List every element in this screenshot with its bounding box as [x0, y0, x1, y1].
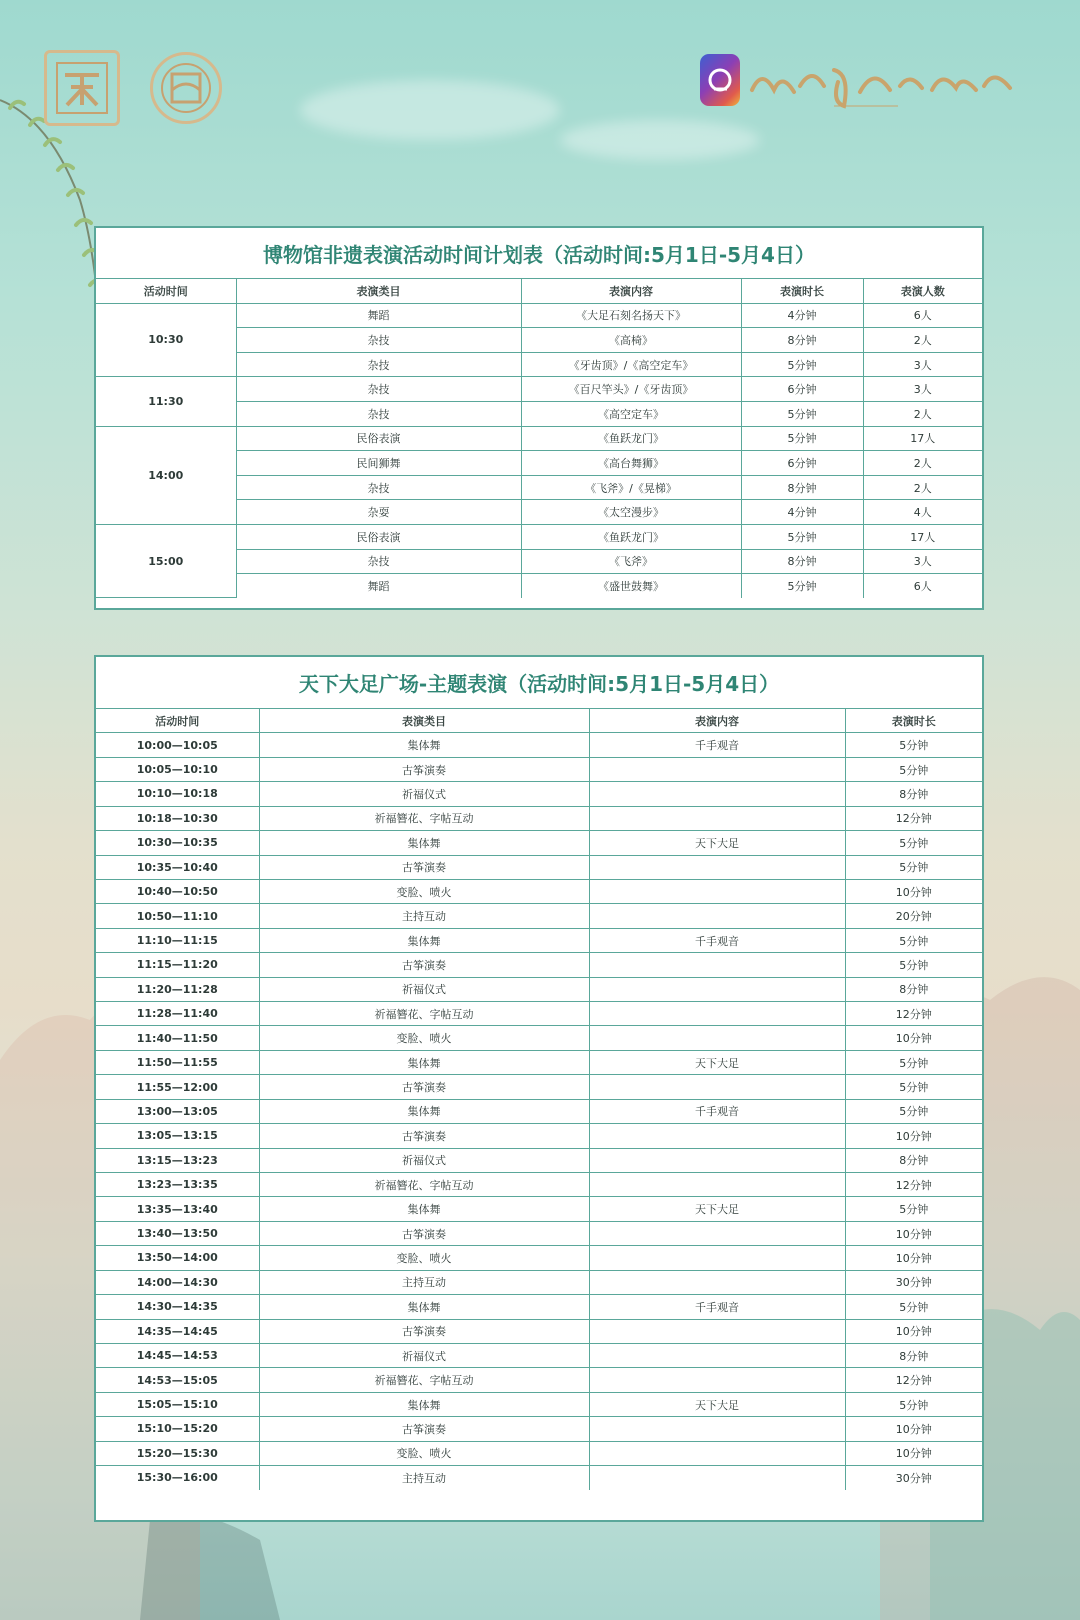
table-row — [96, 1026, 982, 1050]
table-row — [96, 377, 982, 402]
content-cell: 《高台舞狮》 — [521, 451, 741, 476]
category-cell: 集体舞 — [259, 1099, 589, 1123]
content-cell — [589, 1270, 845, 1294]
time-slot-cell: 13:50—14:00 — [96, 1246, 259, 1270]
duration-cell: 8分钟 — [845, 1148, 982, 1172]
content-cell — [589, 1002, 845, 1026]
table-row — [96, 426, 982, 451]
table-row — [96, 831, 982, 855]
table-row — [96, 524, 982, 549]
category-cell: 舞蹈 — [236, 574, 521, 598]
duration-cell: 10分钟 — [845, 1246, 982, 1270]
duration-cell: 5分钟 — [845, 953, 982, 977]
table-row — [96, 1441, 982, 1465]
category-cell: 祈福仪式 — [259, 782, 589, 806]
table-row — [96, 1392, 982, 1416]
table-row — [96, 303, 982, 328]
column-header: 活动时间 — [96, 279, 236, 303]
time-slot-cell: 11:20—11:28 — [96, 977, 259, 1001]
content-cell — [589, 1417, 845, 1441]
table-row — [96, 1466, 982, 1490]
category-cell: 祈福簪花、字帖互动 — [259, 1173, 589, 1197]
duration-cell: 5分钟 — [845, 1050, 982, 1074]
duration-cell: 30分钟 — [845, 1270, 982, 1294]
category-cell: 杂技 — [236, 475, 521, 500]
duration-cell: 10分钟 — [845, 1221, 982, 1245]
category-cell: 变脸、喷火 — [259, 1441, 589, 1465]
duration-cell: 5分钟 — [845, 1099, 982, 1123]
table-row — [96, 1148, 982, 1172]
dazu-seal-logo — [44, 50, 120, 126]
category-cell: 祈福仪式 — [259, 1148, 589, 1172]
time-slot-cell: 10:00—10:05 — [96, 733, 259, 757]
category-cell: 变脸、喷火 — [259, 879, 589, 903]
performers-cell: 3人 — [863, 549, 982, 574]
category-cell: 集体舞 — [259, 1050, 589, 1074]
duration-cell: 10分钟 — [845, 1441, 982, 1465]
performers-cell: 6人 — [863, 574, 982, 598]
museum-schedule-table — [96, 279, 982, 598]
duration-cell: 5分钟 — [845, 831, 982, 855]
content-cell — [589, 1173, 845, 1197]
content-cell — [589, 1124, 845, 1148]
content-cell: 《百尺竿头》/《牙齿顶》 — [521, 377, 741, 402]
content-cell — [589, 1075, 845, 1099]
duration-cell: 12分钟 — [845, 1002, 982, 1026]
content-cell: 《太空漫步》 — [521, 500, 741, 525]
performers-cell: 2人 — [863, 328, 982, 353]
table-row — [96, 879, 982, 903]
duration-cell: 8分钟 — [845, 1343, 982, 1367]
table-row — [96, 904, 982, 928]
category-cell: 集体舞 — [259, 831, 589, 855]
duration-cell: 5分钟 — [845, 757, 982, 781]
museum-schedule-title: 博物馆非遗表演活动时间计划表（活动时间:5月1日-5月4日） — [96, 228, 982, 279]
duration-cell: 4分钟 — [741, 500, 863, 525]
category-cell: 祈福簪花、字帖互动 — [259, 1002, 589, 1026]
time-slot-cell: 15:10—15:20 — [96, 1417, 259, 1441]
table-row — [96, 855, 982, 879]
table-row — [96, 1050, 982, 1074]
category-cell: 主持互动 — [259, 904, 589, 928]
content-cell — [589, 953, 845, 977]
content-cell — [589, 1343, 845, 1367]
museum-schedule-card — [94, 226, 984, 610]
plaza-schedule-table — [96, 709, 982, 1490]
duration-cell: 8分钟 — [741, 475, 863, 500]
category-cell: 杂技 — [236, 328, 521, 353]
time-slot-cell: 11:28—11:40 — [96, 1002, 259, 1026]
category-cell: 祈福簪花、字帖互动 — [259, 806, 589, 830]
performers-cell: 6人 — [863, 303, 982, 328]
content-cell — [589, 904, 845, 928]
header — [0, 0, 1080, 200]
content-cell: 天下大足 — [589, 831, 845, 855]
performers-cell: 17人 — [863, 426, 982, 451]
duration-cell: 5分钟 — [845, 855, 982, 879]
content-cell: 《高椅》 — [521, 328, 741, 353]
table-row — [96, 1197, 982, 1221]
column-header: 表演时长 — [845, 709, 982, 733]
table-row — [96, 757, 982, 781]
category-cell: 古筝演奏 — [259, 757, 589, 781]
duration-cell: 5分钟 — [845, 1197, 982, 1221]
column-header: 表演类目 — [236, 279, 521, 303]
table-row — [96, 977, 982, 1001]
duration-cell: 5分钟 — [741, 401, 863, 426]
duration-cell: 5分钟 — [845, 1295, 982, 1319]
content-cell: 天下大足 — [589, 1197, 845, 1221]
category-cell: 集体舞 — [259, 733, 589, 757]
time-slot-cell: 10:18—10:30 — [96, 806, 259, 830]
content-cell: 天下大足 — [589, 1392, 845, 1416]
world-heritage-logo — [150, 52, 222, 124]
category-cell: 杂技 — [236, 377, 521, 402]
time-slot-cell: 14:30—14:35 — [96, 1295, 259, 1319]
table-row — [96, 1368, 982, 1392]
duration-cell: 10分钟 — [845, 1417, 982, 1441]
table-row — [96, 1099, 982, 1123]
table-row — [96, 928, 982, 952]
category-cell: 古筝演奏 — [259, 855, 589, 879]
duration-cell: 4分钟 — [741, 303, 863, 328]
duration-cell: 12分钟 — [845, 1173, 982, 1197]
content-cell: 天下大足 — [589, 1050, 845, 1074]
table-row — [96, 1075, 982, 1099]
time-slot-cell: 13:05—13:15 — [96, 1124, 259, 1148]
duration-cell: 5分钟 — [741, 426, 863, 451]
time-slot-cell: 11:40—11:50 — [96, 1026, 259, 1050]
category-cell: 舞蹈 — [236, 303, 521, 328]
duration-cell: 12分钟 — [845, 806, 982, 830]
performers-cell: 3人 — [863, 352, 982, 377]
content-cell — [589, 1319, 845, 1343]
category-cell: 古筝演奏 — [259, 1319, 589, 1343]
content-cell: 《飞斧》/《晃梯》 — [521, 475, 741, 500]
brand-app-icon — [700, 54, 740, 106]
time-slot-cell: 11:30 — [96, 377, 236, 426]
performers-cell: 2人 — [863, 451, 982, 476]
time-slot-cell: 11:50—11:55 — [96, 1050, 259, 1074]
category-cell: 主持互动 — [259, 1466, 589, 1490]
time-slot-cell: 10:50—11:10 — [96, 904, 259, 928]
category-cell: 杂技 — [236, 401, 521, 426]
column-header: 表演内容 — [589, 709, 845, 733]
category-cell: 古筝演奏 — [259, 1075, 589, 1099]
time-slot-cell: 14:00 — [96, 426, 236, 524]
table-row — [96, 1173, 982, 1197]
table-row — [96, 1319, 982, 1343]
performers-cell: 4人 — [863, 500, 982, 525]
table-row — [96, 806, 982, 830]
duration-cell: 6分钟 — [741, 451, 863, 476]
content-cell: 《盛世鼓舞》 — [521, 574, 741, 598]
duration-cell: 5分钟 — [845, 928, 982, 952]
content-cell: 《鱼跃龙门》 — [521, 426, 741, 451]
category-cell: 古筝演奏 — [259, 1221, 589, 1245]
plaza-schedule-card — [94, 655, 984, 1522]
performers-cell: 2人 — [863, 475, 982, 500]
content-cell — [589, 1368, 845, 1392]
category-cell: 古筝演奏 — [259, 1124, 589, 1148]
time-slot-cell: 11:15—11:20 — [96, 953, 259, 977]
content-cell — [589, 977, 845, 1001]
column-header: 表演时长 — [741, 279, 863, 303]
column-header: 表演内容 — [521, 279, 741, 303]
content-cell: 千手观音 — [589, 928, 845, 952]
category-cell: 祈福仪式 — [259, 977, 589, 1001]
category-cell: 祈福仪式 — [259, 1343, 589, 1367]
content-cell: 《高空定车》 — [521, 401, 741, 426]
table-header-row — [96, 279, 982, 303]
category-cell: 杂技 — [236, 549, 521, 574]
column-header: 表演类目 — [259, 709, 589, 733]
content-cell — [589, 879, 845, 903]
content-cell: 千手观音 — [589, 733, 845, 757]
time-slot-cell: 15:05—15:10 — [96, 1392, 259, 1416]
content-cell — [589, 1441, 845, 1465]
duration-cell: 10分钟 — [845, 879, 982, 903]
column-header: 活动时间 — [96, 709, 259, 733]
category-cell: 集体舞 — [259, 928, 589, 952]
table-row — [96, 733, 982, 757]
duration-cell: 5分钟 — [741, 574, 863, 598]
duration-cell: 20分钟 — [845, 904, 982, 928]
duration-cell: 12分钟 — [845, 1368, 982, 1392]
content-cell — [589, 757, 845, 781]
time-slot-cell: 13:00—13:05 — [96, 1099, 259, 1123]
time-slot-cell: 14:45—14:53 — [96, 1343, 259, 1367]
table-row — [96, 1417, 982, 1441]
duration-cell: 8分钟 — [845, 782, 982, 806]
performers-cell: 17人 — [863, 524, 982, 549]
table-header-row — [96, 709, 982, 733]
time-slot-cell: 15:20—15:30 — [96, 1441, 259, 1465]
table-row — [96, 1221, 982, 1245]
plaza-schedule-title: 天下大足广场-主题表演（活动时间:5月1日-5月4日） — [96, 657, 982, 709]
category-cell: 集体舞 — [259, 1295, 589, 1319]
time-slot-cell: 11:55—12:00 — [96, 1075, 259, 1099]
duration-cell: 5分钟 — [741, 524, 863, 549]
brand-slogan-mark — [748, 56, 1018, 116]
table-row — [96, 953, 982, 977]
table-row — [96, 782, 982, 806]
time-slot-cell: 14:53—15:05 — [96, 1368, 259, 1392]
time-slot-cell: 10:05—10:10 — [96, 757, 259, 781]
table-row — [96, 1270, 982, 1294]
content-cell — [589, 782, 845, 806]
content-cell: 《鱼跃龙门》 — [521, 524, 741, 549]
duration-cell: 30分钟 — [845, 1466, 982, 1490]
category-cell: 杂耍 — [236, 500, 521, 525]
content-cell: 千手观音 — [589, 1099, 845, 1123]
category-cell: 古筝演奏 — [259, 1417, 589, 1441]
content-cell — [589, 1026, 845, 1050]
content-cell — [589, 1466, 845, 1490]
brand-logo — [700, 52, 1020, 122]
time-slot-cell: 14:35—14:45 — [96, 1319, 259, 1343]
time-slot-cell: 13:15—13:23 — [96, 1148, 259, 1172]
category-cell: 主持互动 — [259, 1270, 589, 1294]
duration-cell: 8分钟 — [845, 977, 982, 1001]
content-cell: 《大足石刻名扬天下》 — [521, 303, 741, 328]
content-cell — [589, 855, 845, 879]
time-slot-cell: 11:10—11:15 — [96, 928, 259, 952]
time-slot-cell: 10:10—10:18 — [96, 782, 259, 806]
category-cell: 集体舞 — [259, 1197, 589, 1221]
duration-cell: 5分钟 — [741, 352, 863, 377]
category-cell: 古筝演奏 — [259, 953, 589, 977]
time-slot-cell: 10:30—10:35 — [96, 831, 259, 855]
category-cell: 杂技 — [236, 352, 521, 377]
time-slot-cell: 10:30 — [96, 303, 236, 377]
content-cell: 千手观音 — [589, 1295, 845, 1319]
duration-cell: 5分钟 — [845, 1392, 982, 1416]
duration-cell: 10分钟 — [845, 1319, 982, 1343]
duration-cell: 8分钟 — [741, 328, 863, 353]
performers-cell: 2人 — [863, 401, 982, 426]
category-cell: 祈福簪花、字帖互动 — [259, 1368, 589, 1392]
duration-cell: 6分钟 — [741, 377, 863, 402]
content-cell — [589, 1148, 845, 1172]
category-cell: 变脸、喷火 — [259, 1026, 589, 1050]
category-cell: 民俗表演 — [236, 426, 521, 451]
table-row — [96, 1343, 982, 1367]
category-cell: 变脸、喷火 — [259, 1246, 589, 1270]
duration-cell: 10分钟 — [845, 1124, 982, 1148]
time-slot-cell: 14:00—14:30 — [96, 1270, 259, 1294]
column-header: 表演人数 — [863, 279, 982, 303]
table-row — [96, 1124, 982, 1148]
time-slot-cell: 15:30—16:00 — [96, 1466, 259, 1490]
category-cell: 民俗表演 — [236, 524, 521, 549]
content-cell — [589, 1221, 845, 1245]
time-slot-cell: 13:40—13:50 — [96, 1221, 259, 1245]
content-cell: 《牙齿顶》/《高空定车》 — [521, 352, 741, 377]
duration-cell: 8分钟 — [741, 549, 863, 574]
time-slot-cell: 10:40—10:50 — [96, 879, 259, 903]
duration-cell: 10分钟 — [845, 1026, 982, 1050]
time-slot-cell: 10:35—10:40 — [96, 855, 259, 879]
performers-cell: 3人 — [863, 377, 982, 402]
table-row — [96, 1246, 982, 1270]
table-row — [96, 1295, 982, 1319]
time-slot-cell: 13:35—13:40 — [96, 1197, 259, 1221]
content-cell: 《飞斧》 — [521, 549, 741, 574]
content-cell — [589, 1246, 845, 1270]
time-slot-cell: 13:23—13:35 — [96, 1173, 259, 1197]
time-slot-cell: 15:00 — [96, 524, 236, 597]
category-cell: 民间狮舞 — [236, 451, 521, 476]
category-cell: 集体舞 — [259, 1392, 589, 1416]
duration-cell: 5分钟 — [845, 733, 982, 757]
table-row — [96, 1002, 982, 1026]
content-cell — [589, 806, 845, 830]
duration-cell: 5分钟 — [845, 1075, 982, 1099]
